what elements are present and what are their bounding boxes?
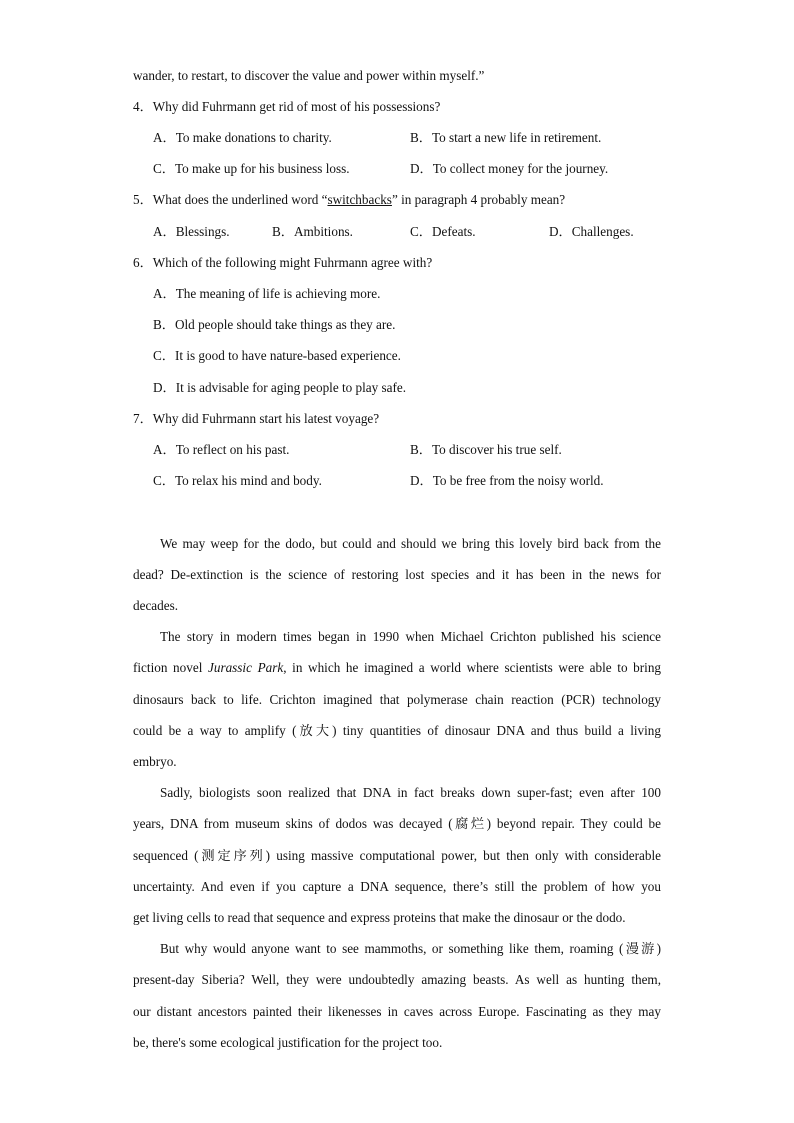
- question-7-option-c[interactable]: [153, 473, 322, 489]
- passage-p4-line-2: present-day Siberia? Well, they were undoubtedly amazing beasts. As well as hunting them,: [133, 972, 661, 987]
- passage-p4-line-3: our distant ancestors painted their likenesses in caves across Europe. Fascinating as they may: [133, 1004, 661, 1019]
- option-label: B．: [153, 317, 175, 332]
- question-5-option-b[interactable]: [272, 224, 353, 240]
- question-6-option-a[interactable]: [153, 286, 380, 302]
- question-7-option-d[interactable]: [410, 473, 604, 489]
- question-5-option-d[interactable]: [549, 224, 634, 240]
- question-6-option-c[interactable]: [153, 348, 401, 364]
- question-4-option-b[interactable]: [410, 130, 601, 146]
- question-5-stem: 5．What does the underlined word “switchbacks” in paragraph 4 probably mean?: [133, 192, 566, 207]
- passage-p3-line-2: years, DNA from museum skins of dodos was decayed (腐烂) beyond repair. They could be: [133, 816, 661, 831]
- passage-p2-line-4: could be a way to amplify (放大) tiny quantities of dinosaur DNA and thus build a living: [133, 723, 661, 738]
- option-text: Ambitions.: [293, 224, 353, 239]
- book-title: Jurassic Park: [208, 660, 284, 675]
- option-label: D．: [410, 473, 433, 488]
- passage-p1-line-2: dead? De-extinction is the science of restoring lost species and it has been in the news for: [133, 567, 661, 582]
- underlined-word: switchbacks: [327, 192, 392, 207]
- question-7-option-b[interactable]: [410, 442, 562, 458]
- option-label: A．: [153, 224, 176, 239]
- question-6-stem: 6．Which of the following might Fuhrmann agree with?: [133, 255, 433, 270]
- question-4-stem: 4．Why did Fuhrmann get rid of most of his possessions?: [133, 99, 441, 114]
- option-text: Defeats.: [431, 224, 476, 239]
- passage-p2-line-3: dinosaurs back to life. Crichton imagined that polymerase chain reaction (PCR) technology: [133, 692, 661, 707]
- passage-p4-line-1: But why would anyone want to see mammoths, or something like them, roaming (漫游): [160, 941, 661, 956]
- previous-passage-tail: wander, to restart, to discover the value and power within myself.”: [133, 68, 485, 83]
- question-number: 6: [133, 255, 140, 270]
- option-text: Blessings.: [175, 224, 230, 239]
- option-label: D．: [549, 224, 572, 239]
- question-7-stem: 7．Why did Fuhrmann start his latest voyage?: [133, 411, 380, 426]
- question-4-option-a[interactable]: [153, 130, 332, 146]
- option-label: D．: [153, 380, 176, 395]
- option-text: To reflect on his past.: [175, 442, 290, 457]
- option-label: A．: [153, 130, 176, 145]
- passage-p3-line-1: Sadly, biologists soon realized that DNA in fact breaks down super-fast; even after 100: [160, 785, 661, 800]
- question-text: Why did Fuhrmann start his latest voyage?: [152, 411, 380, 426]
- option-label: C．: [153, 348, 175, 363]
- question-6-option-b[interactable]: [153, 317, 395, 333]
- passage-p3-line-5: get living cells to read that sequence and express proteins that make the dinosaur or the dodo.: [133, 910, 626, 925]
- option-label: B．: [410, 130, 432, 145]
- question-5-option-c[interactable]: [410, 224, 476, 240]
- option-text: It is advisable for aging people to play safe.: [175, 380, 407, 395]
- passage-p1-line-3: decades.: [133, 598, 179, 613]
- option-text: To make up for his business loss.: [174, 161, 350, 176]
- question-4-option-c[interactable]: [153, 161, 350, 177]
- option-label: A．: [153, 442, 176, 457]
- passage-p2-line-1: The story in modern times began in 1990 when Michael Crichton published his science: [160, 629, 661, 644]
- option-text: To relax his mind and body.: [174, 473, 322, 488]
- option-label: C．: [153, 473, 175, 488]
- question-number: 5: [133, 192, 140, 207]
- option-text: Old people should take things as they are.: [174, 317, 396, 332]
- option-text: To collect money for the journey.: [432, 161, 609, 176]
- question-text: Why did Fuhrmann get rid of most of his possessions?: [152, 99, 441, 114]
- passage-p3-line-4: uncertainty. And even if you capture a DNA sequence, there’s still the problem of how you: [133, 879, 661, 894]
- passage-p4-line-4: be, there's some ecological justification for the project too.: [133, 1035, 443, 1050]
- question-6-option-d[interactable]: [153, 380, 406, 396]
- option-label: D．: [410, 161, 433, 176]
- option-label: B．: [410, 442, 432, 457]
- option-label: B．: [272, 224, 294, 239]
- option-text: To start a new life in retirement.: [431, 130, 602, 145]
- option-text: It is good to have nature-based experience.: [174, 348, 401, 363]
- option-text: To discover his true self.: [431, 442, 562, 457]
- option-text: The meaning of life is achieving more.: [175, 286, 381, 301]
- passage-p2-line-2: fiction novel Jurassic Park, in which he imagined a world where scientists were able to bring: [133, 660, 662, 675]
- question-number: 4: [133, 99, 140, 114]
- option-text: To be free from the noisy world.: [432, 473, 604, 488]
- option-label: C．: [153, 161, 175, 176]
- option-label: C．: [410, 224, 432, 239]
- passage-p1-line-1: We may weep for the dodo, but could and should we bring this lovely bird back from the: [160, 536, 661, 551]
- question-number: 7: [133, 411, 140, 426]
- question-text: Which of the following might Fuhrmann agree with?: [152, 255, 433, 270]
- option-label: A．: [153, 286, 176, 301]
- passage-p2-line-5: embryo.: [133, 754, 177, 769]
- question-4-option-d[interactable]: [410, 161, 608, 177]
- question-7-option-a[interactable]: [153, 442, 289, 458]
- option-text: Challenges.: [571, 224, 634, 239]
- question-5-option-a[interactable]: [153, 224, 230, 240]
- option-text: To make donations to charity.: [175, 130, 332, 145]
- passage-p3-line-3: sequenced (测定序列) using massive computational power, but then only with considerable: [133, 848, 661, 863]
